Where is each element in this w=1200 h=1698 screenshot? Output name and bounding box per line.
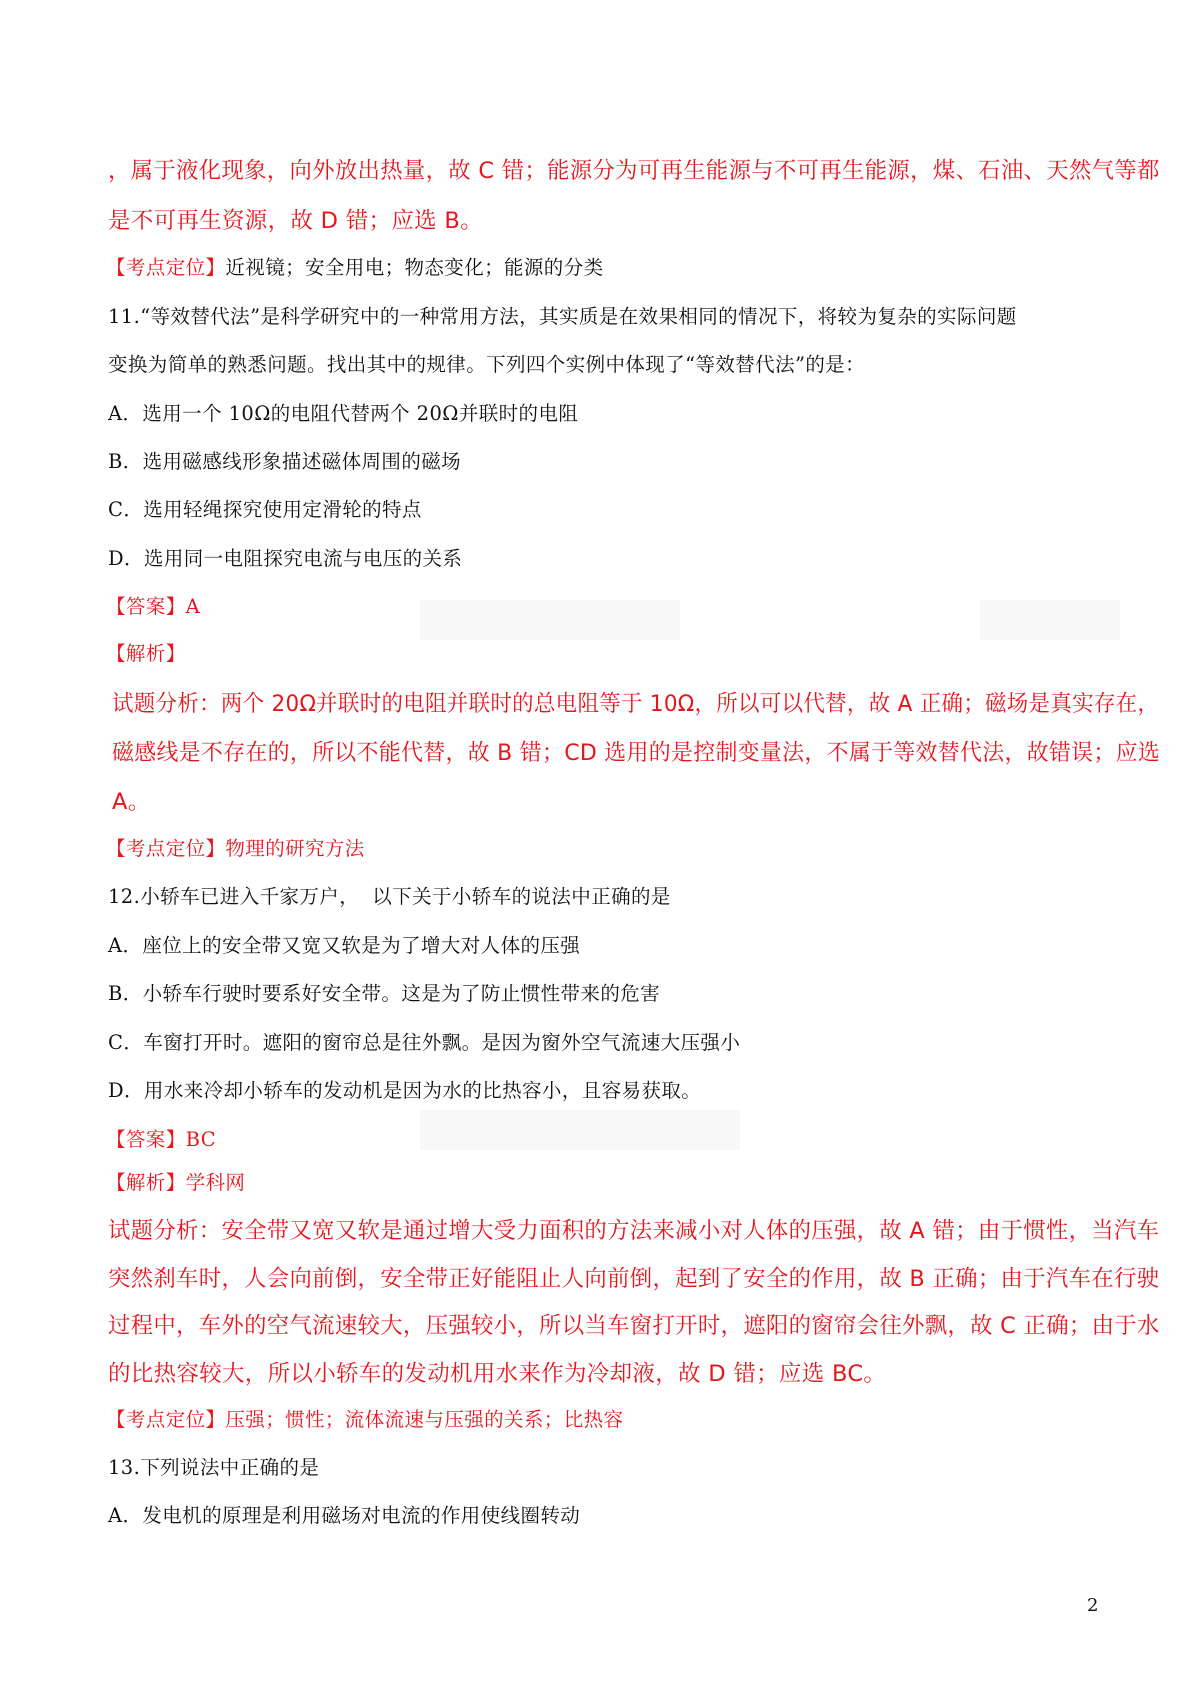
q11-analysis-line-3: A。 bbox=[112, 789, 151, 815]
answer-value: A bbox=[185, 595, 201, 618]
q12-option-a: A．座位上的安全带又宽又软是为了增大对人体的压强 bbox=[108, 934, 581, 957]
analysis-tag: 【解析】 bbox=[106, 642, 186, 665]
watermark bbox=[420, 1110, 740, 1150]
watermark bbox=[980, 600, 1120, 640]
kaodian-tag: 【考点定位】 bbox=[106, 256, 226, 279]
q12-option-b: B．小轿车行驶时要系好安全带。这是为了防止惯性带来的危害 bbox=[108, 982, 661, 1005]
kaodian-tag: 【考点定位】 bbox=[106, 1408, 226, 1431]
answer-tag: 【答案】 bbox=[106, 595, 186, 618]
q12-analysis-heading bbox=[106, 1167, 245, 1195]
q12-answer bbox=[106, 1124, 216, 1152]
q12-option-d: D．用水来冷却小轿车的发动机是因为水的比热容小，且容易获取。 bbox=[108, 1079, 702, 1102]
q12-analysis-line-4: 的比热容较大，所以小轿车的发动机用水来作为冷却液，故 D 错；应选 BC。 bbox=[108, 1361, 887, 1387]
q13-option-a: A．发电机的原理是利用磁场对电流的作用使线圈转动 bbox=[108, 1504, 581, 1527]
prev-analysis-line-1: ，属于液化现象，向外放出热量，故 C 错；能源分为可再生能源与不可再生能源，煤、石油、天然气等都 bbox=[108, 158, 1160, 184]
answer-tag: 【答案】 bbox=[106, 1128, 186, 1151]
q11-option-a: A．选用一个 10Ω的电阻代替两个 20Ω并联时的电阻 bbox=[108, 402, 579, 425]
q11-option-b: B．选用磁感线形象描述磁体周围的磁场 bbox=[108, 450, 462, 473]
q11-answer bbox=[106, 591, 200, 619]
page-number: 2 bbox=[1087, 1595, 1099, 1616]
q12-kaodian bbox=[106, 1404, 623, 1432]
kaodian-text: 物理的研究方法 bbox=[225, 837, 365, 860]
analysis-source: 学科网 bbox=[185, 1171, 246, 1194]
analysis-tag: 【解析】 bbox=[106, 1171, 186, 1194]
watermark bbox=[420, 600, 680, 640]
q12-analysis-line-2: 突然刹车时，人会向前倒，安全带正好能阻止人向前倒，起到了安全的作用，故 B 正确；由于汽车在行驶 bbox=[108, 1266, 1160, 1292]
q11-stem-line-2: 变换为简单的熟悉问题。找出其中的规律。下列四个实例中体现了“等效替代法”的是： bbox=[108, 353, 866, 376]
prev-analysis-line-2: 是不可再生资源，故 D 错；应选 B。 bbox=[108, 208, 483, 234]
kaodian-text: 压强；惯性；流体流速与压强的关系；比热容 bbox=[225, 1408, 624, 1431]
q11-analysis-heading bbox=[106, 638, 186, 666]
q12-option-c: C．车窗打开时。遮阳的窗帘总是往外飘。是因为窗外空气流速大压强小 bbox=[108, 1031, 741, 1054]
q11-analysis-line-1: 试题分析：两个 20Ω并联时的电阻并联时的总电阻等于 10Ω，所以可以代替，故 A 正确；磁场是真实存在， bbox=[112, 691, 1160, 717]
answer-value: BC bbox=[185, 1128, 217, 1151]
prev-kaodian bbox=[106, 252, 604, 280]
q11-stem-line-1: 11.“等效替代法”是科学研究中的一种常用方法，其实质是在效果相同的情况下，将较为复杂的实际问题 bbox=[108, 305, 1017, 328]
q11-kaodian bbox=[106, 833, 365, 861]
kaodian-tag: 【考点定位】 bbox=[106, 837, 226, 860]
q12-analysis-line-3: 过程中，车外的空气流速较大，压强较小，所以当车窗打开时，遮阳的窗帘会往外飘，故 C 正确；由于水 bbox=[108, 1313, 1160, 1339]
q11-analysis-line-2: 磁感线是不存在的，所以不能代替，故 B 错；CD 选用的是控制变量法，不属于等效替代法，故错误；应选 bbox=[112, 740, 1161, 766]
q12-stem: 12.小轿车已进入千家万户， 以下关于小轿车的说法中正确的是 bbox=[108, 885, 671, 908]
q13-stem: 13.下列说法中正确的是 bbox=[108, 1456, 320, 1479]
q12-analysis-line-1: 试题分析：安全带又宽又软是通过增大受力面积的方法来减小对人体的压强，故 A 错；由于惯性，当汽车 bbox=[108, 1218, 1160, 1244]
kaodian-text: 近视镜；安全用电；物态变化；能源的分类 bbox=[225, 256, 604, 279]
q11-option-c: C．选用轻绳探究使用定滑轮的特点 bbox=[108, 498, 422, 521]
q11-option-d: D．选用同一电阻探究电流与电压的关系 bbox=[108, 547, 463, 570]
